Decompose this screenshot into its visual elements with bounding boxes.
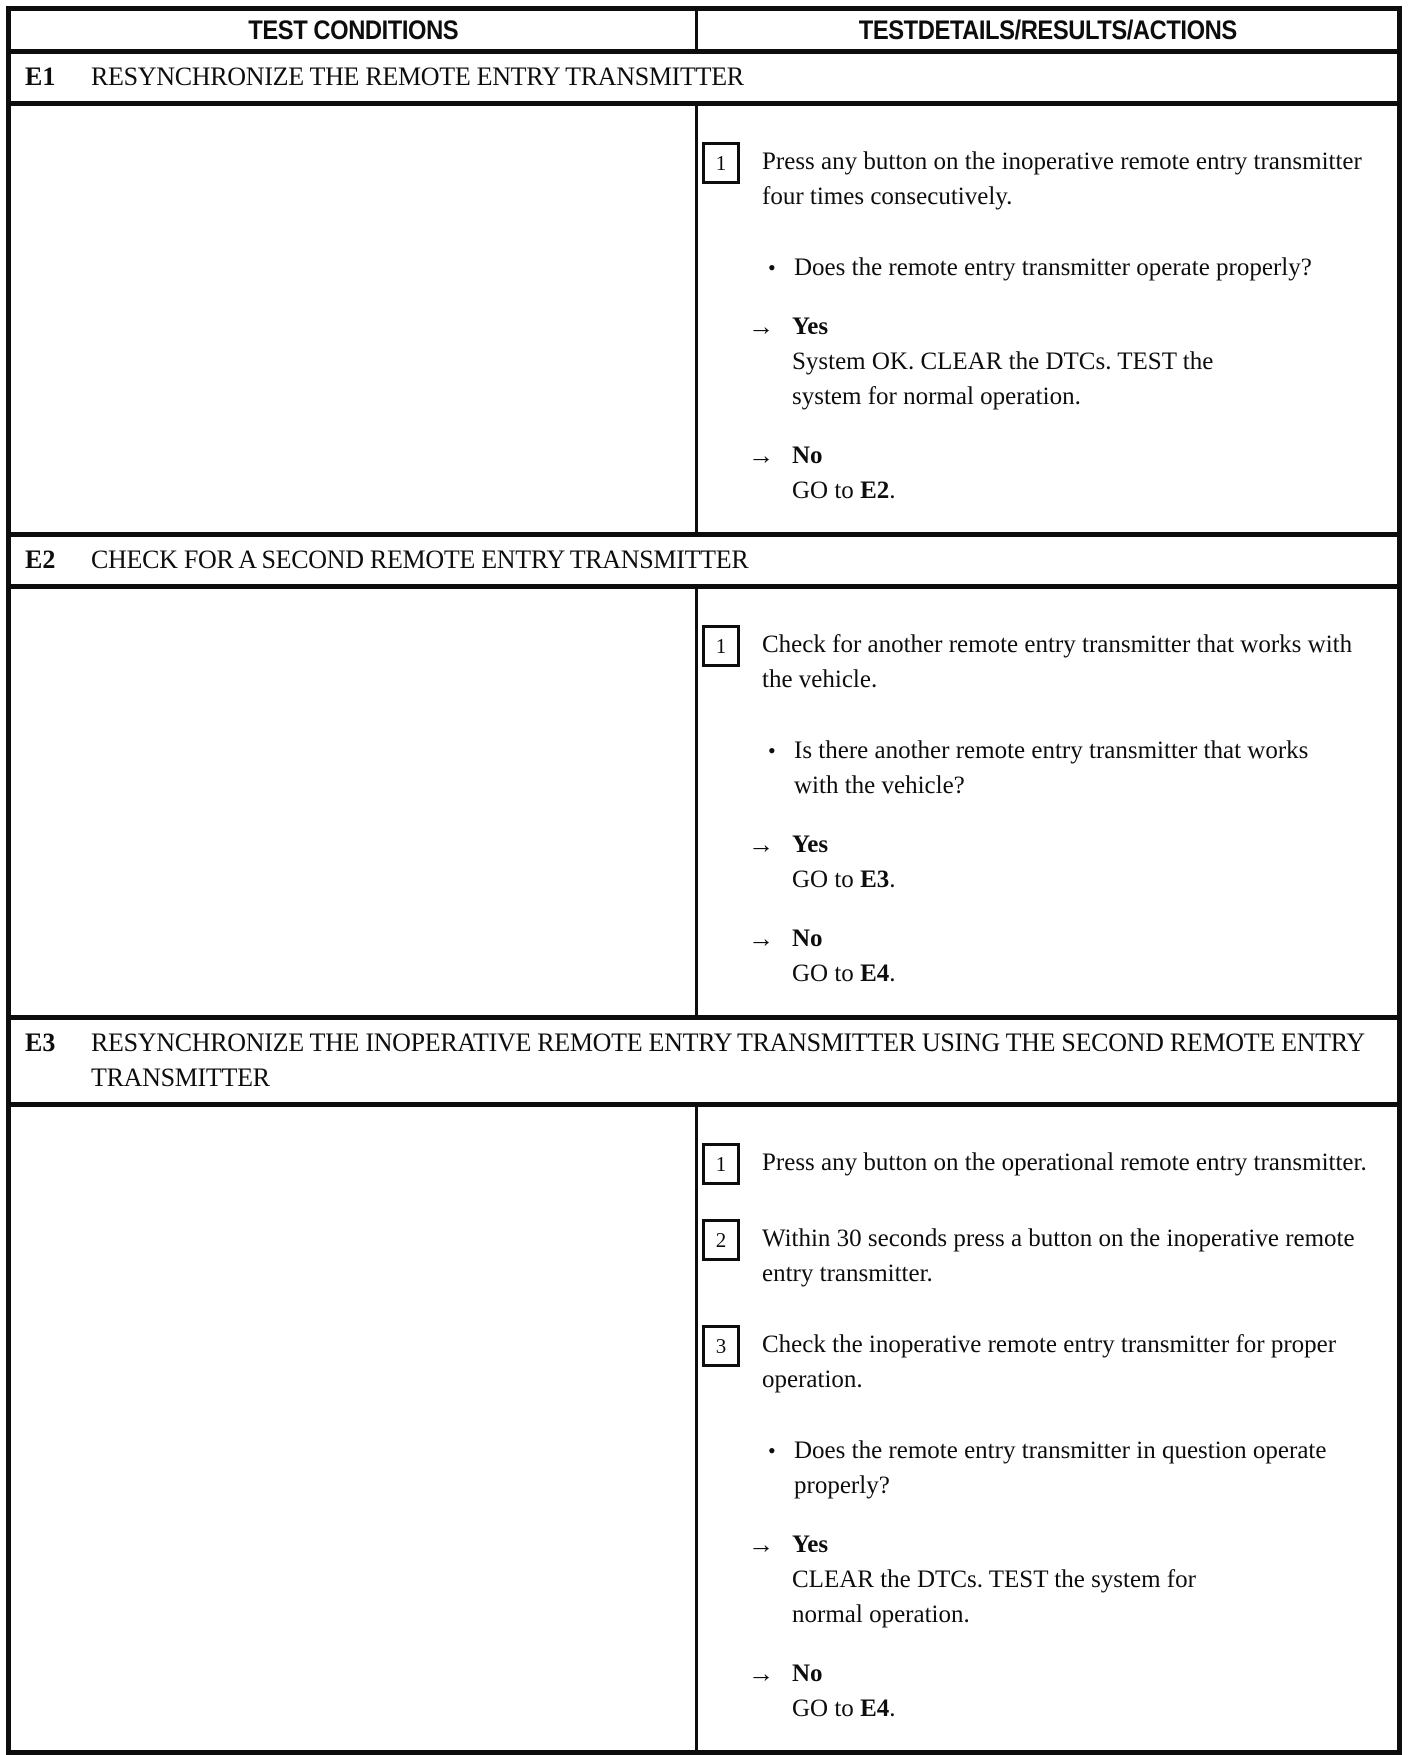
result-action	[792, 866, 896, 893]
step-instruction: Press any button on the inoperative remote entry transmitter four times consecutively.	[762, 148, 1362, 210]
result-action	[792, 1566, 1196, 1628]
bullet-question: Is there another remote entry transmitter that works with the vehicle?	[794, 737, 1309, 799]
bullet-icon: •	[768, 738, 776, 763]
section-id-e1: E1	[25, 62, 56, 91]
action-text: GO to	[792, 1695, 861, 1722]
result-body	[792, 309, 1272, 414]
arrow-right-icon: →	[748, 1530, 774, 1559]
action-text: GO to	[792, 960, 861, 987]
header-cell-test-details	[698, 11, 1397, 49]
result-body	[792, 827, 896, 897]
result-action	[792, 960, 896, 987]
result-label: No	[792, 1660, 823, 1687]
content-row-e3	[11, 1107, 1397, 1750]
test-details-label: TESTDETAILS/RESULTS/ACTIONS	[858, 14, 1237, 45]
section-band-e3	[11, 1020, 1397, 1107]
result-body	[792, 1527, 1272, 1632]
result-action	[792, 1695, 896, 1722]
result-label: Yes	[792, 831, 829, 858]
bullet-question: Does the remote entry transmitter in question operate properly?	[794, 1437, 1327, 1499]
result-action	[792, 477, 896, 504]
arrow-right-icon: →	[748, 312, 774, 341]
section-band-e2	[11, 537, 1397, 589]
section-id-e3: E3	[25, 1028, 56, 1057]
action-text-end: .	[889, 1695, 896, 1722]
result-body	[792, 921, 896, 991]
conditions-cell-e3	[11, 1107, 698, 1750]
step-number-box	[702, 1143, 740, 1185]
arrow-right-icon: →	[748, 924, 774, 953]
action-test-ref: E4	[860, 1695, 890, 1722]
step-row	[702, 144, 1387, 214]
section-title-e3: RESYNCHRONIZE THE INOPERATIVE REMOTE ENTRY TRANSMITTER USING THE SECOND REMOTE ENTRY TRANSMITTER	[91, 1028, 1364, 1092]
step-row	[702, 1221, 1387, 1291]
action-text: GO to	[792, 477, 861, 504]
action-text: GO to	[792, 866, 861, 893]
result-row-yes	[702, 1527, 1387, 1632]
conditions-cell-e1	[11, 106, 698, 532]
step-number-box	[702, 1219, 740, 1261]
header-cell-test-conditions	[11, 11, 698, 49]
step-number: 1	[715, 1151, 727, 1176]
action-text-end: .	[889, 866, 896, 893]
details-cell-e3	[698, 1107, 1397, 1750]
content-row-e2	[11, 589, 1397, 1020]
step-instruction: Check the inoperative remote entry transmitter for proper operation.	[762, 1331, 1337, 1393]
result-row-yes	[702, 827, 1387, 897]
step-number-box	[702, 142, 740, 184]
bullet-question: Does the remote entry transmitter operate properly?	[794, 254, 1312, 281]
step-number: 1	[715, 633, 727, 658]
pinpoint-test-table	[6, 6, 1402, 1755]
arrow-right-icon: →	[748, 1659, 774, 1688]
step-instruction: Check for another remote entry transmitter that works with the vehicle.	[762, 631, 1353, 693]
result-row-no	[702, 921, 1387, 991]
result-label: Yes	[792, 313, 829, 340]
result-label: Yes	[792, 1531, 829, 1558]
section-title-e2: CHECK FOR A SECOND REMOTE ENTRY TRANSMITTER	[91, 545, 749, 574]
step-row	[702, 1327, 1387, 1397]
step-number: 2	[715, 1227, 727, 1252]
table-header-row	[11, 11, 1397, 54]
step-number: 1	[715, 150, 727, 175]
action-test-ref: E4	[860, 960, 890, 987]
step-instruction: Press any button on the operational remote entry transmitter.	[762, 1149, 1367, 1176]
conditions-cell-e2	[11, 589, 698, 1015]
action-test-ref: E3	[860, 866, 890, 893]
result-label: No	[792, 925, 823, 952]
result-row-yes	[702, 309, 1387, 414]
bullet-icon: •	[768, 1438, 776, 1463]
result-body	[792, 438, 896, 508]
content-row-e1	[11, 106, 1397, 537]
step-row	[702, 627, 1387, 697]
section-band-e1	[11, 54, 1397, 106]
result-row-no	[702, 438, 1387, 508]
bullet-question-row	[702, 250, 1387, 285]
step-number-box	[702, 625, 740, 667]
step-row	[702, 1145, 1387, 1185]
result-label: No	[792, 442, 823, 469]
result-row-no	[702, 1656, 1387, 1726]
arrow-right-icon: →	[748, 830, 774, 859]
details-cell-e1	[698, 106, 1397, 532]
bullet-icon: •	[768, 255, 776, 280]
action-text-end: .	[889, 960, 896, 987]
section-id-e2: E2	[25, 545, 56, 574]
section-title-e1: RESYNCHRONIZE THE REMOTE ENTRY TRANSMITTER	[91, 62, 744, 91]
details-cell-e2	[698, 589, 1397, 1015]
action-text: CLEAR the DTCs. TEST the system for normal operation.	[792, 1566, 1196, 1628]
step-number-box	[702, 1325, 740, 1367]
test-conditions-label: TEST CONDITIONS	[248, 14, 458, 45]
action-text-end: .	[889, 477, 896, 504]
bullet-question-row	[702, 1433, 1387, 1503]
step-instruction: Within 30 seconds press a button on the inoperative remote entry transmitter.	[762, 1225, 1355, 1287]
action-test-ref: E2	[860, 477, 890, 504]
result-body	[792, 1656, 896, 1726]
bullet-question-row	[702, 733, 1387, 803]
step-number: 3	[715, 1333, 727, 1358]
result-action	[792, 348, 1213, 410]
action-text: System OK. CLEAR the DTCs. TEST the system for normal operation.	[792, 348, 1214, 410]
arrow-right-icon: →	[748, 441, 774, 470]
